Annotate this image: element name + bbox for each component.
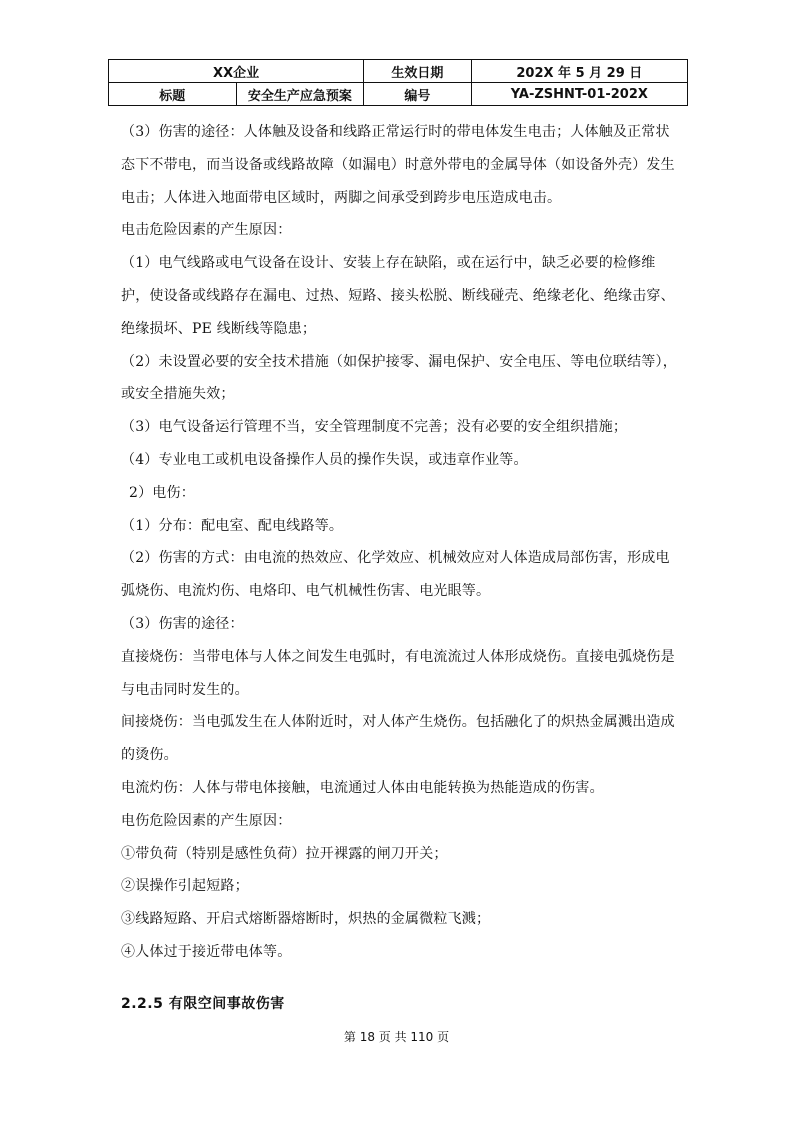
paragraph-electric-shock-causes-heading: 电击危险因素的产生原因： bbox=[121, 222, 292, 239]
section-heading-confined-space: 2.2.5 有限空间事故伤害 bbox=[121, 996, 285, 1012]
title-value: 安全生产应急预案 bbox=[236, 83, 364, 106]
paragraph-burn-cause-2: ②误操作引起短路； bbox=[121, 878, 249, 895]
paragraph-injury-path-electric-shock: （3）伤害的途径：人体触及设备和线路正常运行时的带电体发生电击；人体触及正常状态下不带电，而当设备或线路故障（如漏电）时意外带电的金属导体（如设备外壳）发生电击；人体进入地面带电区域时，两脚之间承受到跨步电压造成电击。 bbox=[121, 124, 675, 206]
paragraph-indirect-burn: 间接烧伤：当电弧发生在人体附近时，对人体产生烧伤。包括融化了的炽热金属溅出造成的烫伤。 bbox=[121, 714, 675, 764]
paragraph-distribution: （1）分布：配电室、配电线路等。 bbox=[121, 517, 344, 534]
paragraph-electric-burn-heading: 2）电伤： bbox=[129, 484, 195, 501]
document-header-table bbox=[108, 59, 688, 106]
paragraph-electric-burn-causes-heading: 电伤危险因素的产生原因： bbox=[121, 812, 292, 829]
page-number-footer: 第 18 页 共 110 页 bbox=[343, 1030, 450, 1044]
effective-date-label: 生效日期 bbox=[364, 60, 472, 83]
paragraph-cause-4: （4）专业电工或机电设备操作人员的操作失误，或违章作业等。 bbox=[121, 451, 528, 468]
paragraph-cause-2: （2）未设置必要的安全技术措施（如保护接零、漏电保护、安全电压、等电位联结等），或安全措施失效； bbox=[121, 353, 677, 403]
paragraph-burn-cause-1: ①带负荷（特别是感性负荷）拉开裸露的闸刀开关； bbox=[121, 845, 448, 862]
company-name: XX企业 bbox=[109, 60, 364, 83]
paragraph-cause-1: （1）电气线路或电气设备在设计、安装上存在缺陷，或在运行中，缺乏必要的检修维护，使设备或线路存在漏电、过热、短路、接头松脱、断线碰壳、绝缘老化、绝缘击穿、绝缘损坏、PE 线断线等隐患； bbox=[121, 255, 675, 337]
title-label: 标题 bbox=[109, 83, 237, 106]
document-body bbox=[121, 116, 683, 969]
number-value: YA-ZSHNT-01-202X bbox=[471, 83, 687, 106]
paragraph-injury-path-heading: （3）伤害的途径： bbox=[121, 615, 244, 632]
header-row-company bbox=[109, 60, 688, 83]
paragraph-injury-mode: （2）伤害的方式：由电流的热效应、化学效应、机械效应对人体造成局部伤害，形成电弧烧伤、电流灼伤、电烙印、电气机械性伤害、电光眼等。 bbox=[121, 550, 670, 600]
header-row-title bbox=[109, 83, 688, 106]
paragraph-direct-burn: 直接烧伤：当带电体与人体之间发生电弧时，有电流流过人体形成烧伤。直接电弧烧伤是与电击同时发生的。 bbox=[121, 648, 675, 698]
paragraph-current-burn: 电流灼伤：人体与带电体接触，电流通过人体由电能转换为热能造成的伤害。 bbox=[121, 779, 604, 796]
paragraph-burn-cause-3: ③线路短路、开启式熔断器熔断时，炽热的金属微粒飞溅； bbox=[121, 911, 491, 928]
paragraph-cause-3: （3）电气设备运行管理不当，安全管理制度不完善；没有必要的安全组织措施； bbox=[121, 419, 628, 436]
number-label: 编号 bbox=[364, 83, 472, 106]
paragraph-burn-cause-4: ④人体过于接近带电体等。 bbox=[121, 943, 292, 960]
effective-date-value: 202X 年 5 月 29 日 bbox=[471, 60, 687, 83]
